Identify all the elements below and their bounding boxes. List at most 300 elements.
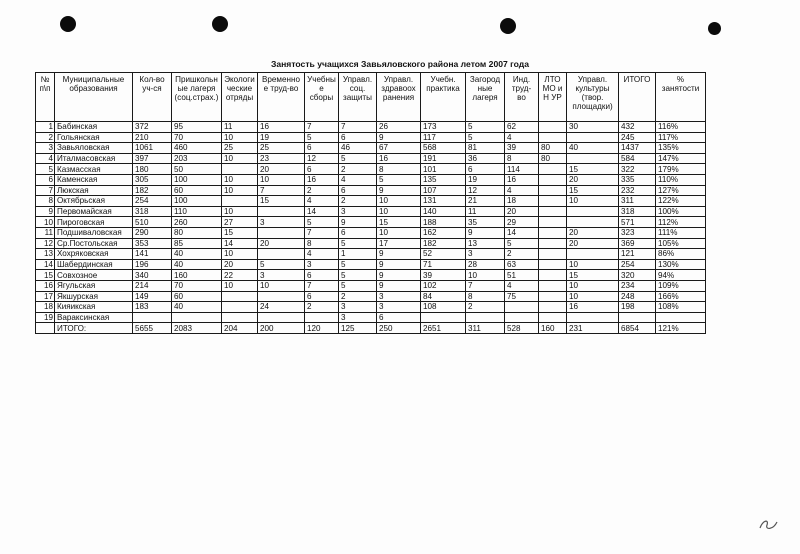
table-cell: 35 — [466, 217, 505, 228]
table-cell: 7 — [258, 185, 305, 196]
table-cell: 10 — [567, 259, 619, 270]
table-cell: 528 — [505, 323, 539, 334]
column-header: Инд. труд- во — [505, 73, 539, 122]
table-cell — [539, 174, 567, 185]
table-cell: 204 — [222, 323, 258, 334]
table-cell: 15 — [567, 164, 619, 175]
column-header: Кол-во уч-ся — [133, 73, 172, 122]
column-header: Учебны е сборы — [305, 73, 339, 122]
table-cell: 147% — [656, 153, 706, 164]
table-cell: 4 — [505, 280, 539, 291]
table-cell: 40 — [172, 302, 222, 313]
table-row — [36, 122, 706, 133]
table-row — [36, 238, 706, 249]
table-cell: 12 — [36, 238, 55, 249]
employment-table — [35, 72, 706, 334]
table-cell: Первомайская — [55, 206, 133, 217]
table-cell: 52 — [421, 249, 466, 260]
table-cell: 135% — [656, 143, 706, 154]
table-cell — [539, 196, 567, 207]
table-cell: Каменская — [55, 174, 133, 185]
table-cell: 86% — [656, 249, 706, 260]
table-cell: 3 — [377, 291, 421, 302]
table-cell: 8 — [36, 196, 55, 207]
table-cell: 94% — [656, 270, 706, 281]
table-cell: 16 — [258, 122, 305, 133]
table-cell: Люкская — [55, 185, 133, 196]
table-cell — [222, 164, 258, 175]
table-cell: 22 — [222, 270, 258, 281]
table-row — [36, 312, 706, 323]
table-cell: 127% — [656, 185, 706, 196]
table-cell: 149 — [133, 291, 172, 302]
table-cell: 10 — [258, 174, 305, 185]
table-cell: 40 — [172, 249, 222, 260]
table-cell: 7 — [305, 280, 339, 291]
table-cell — [567, 206, 619, 217]
table-cell: 10 — [222, 132, 258, 143]
table-cell: 15 — [567, 185, 619, 196]
table-cell: 198 — [619, 302, 656, 313]
table-cell: 9 — [36, 206, 55, 217]
table-cell: 14 — [505, 227, 539, 238]
table-cell — [539, 302, 567, 313]
table-cell: 13 — [36, 249, 55, 260]
table-cell — [539, 132, 567, 143]
document-title: Занятость учащихся Завьяловского района летом 2007 года — [270, 59, 530, 69]
table-cell: Казмасская — [55, 164, 133, 175]
table-cell: 84 — [421, 291, 466, 302]
table-cell: 16 — [377, 153, 421, 164]
column-header: % занятости — [656, 73, 706, 122]
table-row — [36, 132, 706, 143]
table-cell: 10 — [567, 196, 619, 207]
table-cell: 3 — [258, 217, 305, 228]
table-cell — [305, 312, 339, 323]
column-header: Муниципальные образования — [55, 73, 133, 122]
table-cell: 311 — [466, 323, 505, 334]
table-cell: 2083 — [172, 323, 222, 334]
table-cell: 9 — [377, 132, 421, 143]
table-cell: 9 — [377, 280, 421, 291]
table-cell — [222, 291, 258, 302]
table-cell: 6 — [377, 312, 421, 323]
table-cell: 5 — [505, 238, 539, 249]
table-cell — [466, 312, 505, 323]
table-cell: 9 — [377, 185, 421, 196]
column-header: Управл. соц. защиты — [339, 73, 377, 122]
table-cell: 2651 — [421, 323, 466, 334]
table-cell: 1 — [36, 122, 55, 133]
table-cell: 584 — [619, 153, 656, 164]
table-cell: 4 — [305, 249, 339, 260]
table-cell: 4 — [305, 196, 339, 207]
table-cell: 5 — [339, 280, 377, 291]
table-cell: 7 — [36, 185, 55, 196]
table-cell: 121 — [619, 249, 656, 260]
column-header: Управл. здравоох ранения — [377, 73, 421, 122]
table-cell: 67 — [377, 143, 421, 154]
table-cell: 80 — [172, 227, 222, 238]
table-row — [36, 227, 706, 238]
table-cell: 122% — [656, 196, 706, 207]
table-cell: 5 — [466, 122, 505, 133]
table-cell: 10 — [222, 153, 258, 164]
table-cell — [539, 185, 567, 196]
table-cell: 3 — [466, 249, 505, 260]
column-header: Загород ные лагеря — [466, 73, 505, 122]
table-cell: 60 — [172, 291, 222, 302]
table-cell — [222, 196, 258, 207]
table-cell: 232 — [619, 185, 656, 196]
table-row — [36, 196, 706, 207]
table-cell — [567, 153, 619, 164]
table-cell: 18 — [505, 196, 539, 207]
table-row — [36, 249, 706, 260]
table-cell: 248 — [619, 291, 656, 302]
table-cell: 182 — [133, 185, 172, 196]
table-cell: 109% — [656, 280, 706, 291]
table-cell — [258, 227, 305, 238]
table-cell: 16 — [36, 280, 55, 291]
table-cell: 162 — [421, 227, 466, 238]
table-cell: 10 — [222, 249, 258, 260]
table-cell: 10 — [222, 174, 258, 185]
table-cell: 20 — [567, 174, 619, 185]
table-cell: 110 — [172, 206, 222, 217]
table-cell: 9 — [339, 217, 377, 228]
table-cell: 111% — [656, 227, 706, 238]
table-cell: 2 — [305, 302, 339, 313]
table-cell — [258, 206, 305, 217]
table-cell: Подшиваловская — [55, 227, 133, 238]
table-cell: 6 — [305, 143, 339, 154]
table-cell: 102 — [421, 280, 466, 291]
table-cell: 10 — [258, 280, 305, 291]
table-cell: 210 — [133, 132, 172, 143]
table-cell: 6 — [305, 291, 339, 302]
table-cell: 5 — [377, 174, 421, 185]
table-cell: 260 — [172, 217, 222, 228]
table-cell: 6 — [466, 164, 505, 175]
table-cell: 8 — [377, 164, 421, 175]
table-cell: Октябрьская — [55, 196, 133, 207]
table-cell: 70 — [172, 280, 222, 291]
table-cell: 231 — [567, 323, 619, 334]
table-cell: 2 — [339, 291, 377, 302]
table-cell: 20 — [505, 206, 539, 217]
table-cell: 25 — [222, 143, 258, 154]
punch-hole-mark — [60, 16, 76, 32]
table-cell: 10 — [222, 280, 258, 291]
table-cell: 107 — [421, 185, 466, 196]
table-cell — [258, 312, 305, 323]
table-row — [36, 270, 706, 281]
table-cell: 5 — [36, 164, 55, 175]
table-cell: 6 — [339, 227, 377, 238]
table-cell: 353 — [133, 238, 172, 249]
table-cell: 5 — [305, 217, 339, 228]
table-row — [36, 164, 706, 175]
table-cell: 510 — [133, 217, 172, 228]
table-cell: 305 — [133, 174, 172, 185]
table-cell: 10 — [377, 196, 421, 207]
table-cell: 460 — [172, 143, 222, 154]
table-row — [36, 206, 706, 217]
table-cell: 50 — [172, 164, 222, 175]
column-header: Экологи ческие отряды — [222, 73, 258, 122]
table-cell: 12 — [305, 153, 339, 164]
table-cell: 135 — [421, 174, 466, 185]
table-row — [36, 302, 706, 313]
table-cell: Италмасовская — [55, 153, 133, 164]
table-cell: Гольянская — [55, 132, 133, 143]
table-cell: 117% — [656, 132, 706, 143]
table-cell: 3 — [36, 143, 55, 154]
table-cell: 101 — [421, 164, 466, 175]
table-cell — [222, 312, 258, 323]
table-cell: 5 — [258, 259, 305, 270]
table-cell: 95 — [172, 122, 222, 133]
table-cell: 254 — [619, 259, 656, 270]
table-cell: 17 — [36, 291, 55, 302]
table-cell: 8 — [305, 238, 339, 249]
table-cell: 182 — [421, 238, 466, 249]
table-cell: 7 — [339, 122, 377, 133]
table-cell — [539, 227, 567, 238]
table-cell: 290 — [133, 227, 172, 238]
table-cell: 3 — [305, 259, 339, 270]
table-cell — [567, 132, 619, 143]
table-cell: 19 — [36, 312, 55, 323]
table-cell: 114 — [505, 164, 539, 175]
table-cell: Совхозное — [55, 270, 133, 281]
table-cell — [567, 217, 619, 228]
table-cell: 21 — [466, 196, 505, 207]
table-cell: 5 — [339, 259, 377, 270]
table-row — [36, 217, 706, 228]
table-cell: 16 — [305, 174, 339, 185]
table-cell: 323 — [619, 227, 656, 238]
table-cell — [656, 312, 706, 323]
table-row — [36, 280, 706, 291]
table-cell: 15 — [377, 217, 421, 228]
table-cell: 568 — [421, 143, 466, 154]
table-cell: 13 — [466, 238, 505, 249]
table-cell — [505, 302, 539, 313]
table-cell — [258, 249, 305, 260]
table-cell — [539, 249, 567, 260]
table-cell — [567, 312, 619, 323]
table-cell: 108% — [656, 302, 706, 313]
table-cell: 191 — [421, 153, 466, 164]
table-cell: 6 — [305, 270, 339, 281]
punch-hole-mark — [500, 18, 516, 34]
table-cell: 10 — [36, 217, 55, 228]
table-cell: 234 — [619, 280, 656, 291]
table-cell: 397 — [133, 153, 172, 164]
table-cell: 80 — [539, 153, 567, 164]
table-cell: 6 — [36, 174, 55, 185]
table-cell: 60 — [172, 185, 222, 196]
table-cell: 2 — [466, 302, 505, 313]
table-header — [36, 73, 706, 122]
table-cell: Кияикская — [55, 302, 133, 313]
table-cell: Шабердинская — [55, 259, 133, 270]
table-cell: 28 — [466, 259, 505, 270]
table-cell: Вараксинская — [55, 312, 133, 323]
table-cell: 63 — [505, 259, 539, 270]
punch-hole-mark — [212, 16, 228, 32]
table-cell: 20 — [258, 238, 305, 249]
table-cell: 318 — [619, 206, 656, 217]
table-cell — [539, 238, 567, 249]
table-cell: 8 — [466, 291, 505, 302]
table-cell: 322 — [619, 164, 656, 175]
table-cell — [539, 217, 567, 228]
table-cell — [539, 259, 567, 270]
table-cell: 166% — [656, 291, 706, 302]
table-cell: 40 — [567, 143, 619, 154]
column-header: № п\п — [36, 73, 55, 122]
table-cell — [567, 249, 619, 260]
table-cell: 81 — [466, 143, 505, 154]
table-cell: 10 — [567, 291, 619, 302]
table-cell: 183 — [133, 302, 172, 313]
table-cell: 15 — [567, 270, 619, 281]
table-cell: 2 — [505, 249, 539, 260]
table-cell: 105% — [656, 238, 706, 249]
table-cell: 121% — [656, 323, 706, 334]
table-cell: 20 — [567, 227, 619, 238]
table-cell: 2 — [339, 196, 377, 207]
table-cell: 112% — [656, 217, 706, 228]
table-row — [36, 143, 706, 154]
table-row — [36, 174, 706, 185]
table-cell: 5 — [466, 132, 505, 143]
table-cell: 130% — [656, 259, 706, 270]
table-cell: 39 — [505, 143, 539, 154]
table-cell — [539, 122, 567, 133]
table-cell: 4 — [505, 132, 539, 143]
table-cell: 5655 — [133, 323, 172, 334]
table-cell: 75 — [505, 291, 539, 302]
table-row — [36, 291, 706, 302]
table-cell: ИТОГО: — [55, 323, 133, 334]
table-cell: 16 — [505, 174, 539, 185]
table-cell: 160 — [539, 323, 567, 334]
table-cell: 80 — [539, 143, 567, 154]
table-cell: Ягульская — [55, 280, 133, 291]
table-cell: 6854 — [619, 323, 656, 334]
table-cell: 16 — [567, 302, 619, 313]
table-cell: 30 — [567, 122, 619, 133]
table-cell — [258, 291, 305, 302]
table-cell: 27 — [222, 217, 258, 228]
table-cell: 1437 — [619, 143, 656, 154]
table-cell: 51 — [505, 270, 539, 281]
table-cell: 117 — [421, 132, 466, 143]
table-cell: 15 — [36, 270, 55, 281]
table-cell: 432 — [619, 122, 656, 133]
table-cell — [539, 312, 567, 323]
table-cell: 6 — [339, 185, 377, 196]
table-cell: 131 — [421, 196, 466, 207]
table-cell: 7 — [305, 122, 339, 133]
table-cell: 2 — [305, 185, 339, 196]
table-cell — [172, 312, 222, 323]
table-cell: 320 — [619, 270, 656, 281]
total-row — [36, 323, 706, 334]
table-cell: 7 — [305, 227, 339, 238]
table-cell — [539, 291, 567, 302]
table-cell: 39 — [421, 270, 466, 281]
table-cell: 3 — [339, 206, 377, 217]
column-header: Пришкольн ые лагеря (соц.страх.) — [172, 73, 222, 122]
table-cell: 20 — [222, 259, 258, 270]
table-cell: Якшурская — [55, 291, 133, 302]
table-cell: 3 — [339, 302, 377, 313]
table-cell — [539, 206, 567, 217]
table-cell: Ср.Постольская — [55, 238, 133, 249]
table-cell: 7 — [466, 280, 505, 291]
table-cell: 125 — [339, 323, 377, 334]
table-cell: 14 — [36, 259, 55, 270]
table-cell: 3 — [258, 270, 305, 281]
table-cell: 23 — [258, 153, 305, 164]
table-cell: 2 — [339, 164, 377, 175]
table-cell: 26 — [377, 122, 421, 133]
table-cell: 10 — [567, 280, 619, 291]
table-cell: 9 — [377, 249, 421, 260]
table-cell: 180 — [133, 164, 172, 175]
table-cell: 20 — [258, 164, 305, 175]
table-cell: 110% — [656, 174, 706, 185]
table-cell: 15 — [258, 196, 305, 207]
table-cell: 4 — [505, 185, 539, 196]
table-cell: 6 — [339, 132, 377, 143]
table-cell: Завьяловская — [55, 143, 133, 154]
table-cell: 20 — [567, 238, 619, 249]
table-cell: 5 — [305, 132, 339, 143]
table-cell: 4 — [36, 153, 55, 164]
table-cell: 9 — [466, 227, 505, 238]
table-cell: 14 — [305, 206, 339, 217]
table-cell: 173 — [421, 122, 466, 133]
table-cell: 46 — [339, 143, 377, 154]
table-body — [36, 122, 706, 334]
table-cell: 100% — [656, 206, 706, 217]
table-cell — [539, 270, 567, 281]
table-cell: 71 — [421, 259, 466, 270]
table-cell: 318 — [133, 206, 172, 217]
table-cell: 372 — [133, 122, 172, 133]
table-cell: 4 — [339, 174, 377, 185]
table-cell: 12 — [466, 185, 505, 196]
table-cell: 188 — [421, 217, 466, 228]
table-cell: 3 — [339, 312, 377, 323]
table-cell: 18 — [36, 302, 55, 313]
table-cell: 311 — [619, 196, 656, 207]
table-cell: 9 — [377, 259, 421, 270]
table-cell — [505, 312, 539, 323]
table-cell — [619, 312, 656, 323]
table-cell: 571 — [619, 217, 656, 228]
table-cell: 11 — [222, 122, 258, 133]
table-cell: 9 — [377, 270, 421, 281]
column-header: ИТОГО — [619, 73, 656, 122]
table-cell: 5 — [339, 153, 377, 164]
